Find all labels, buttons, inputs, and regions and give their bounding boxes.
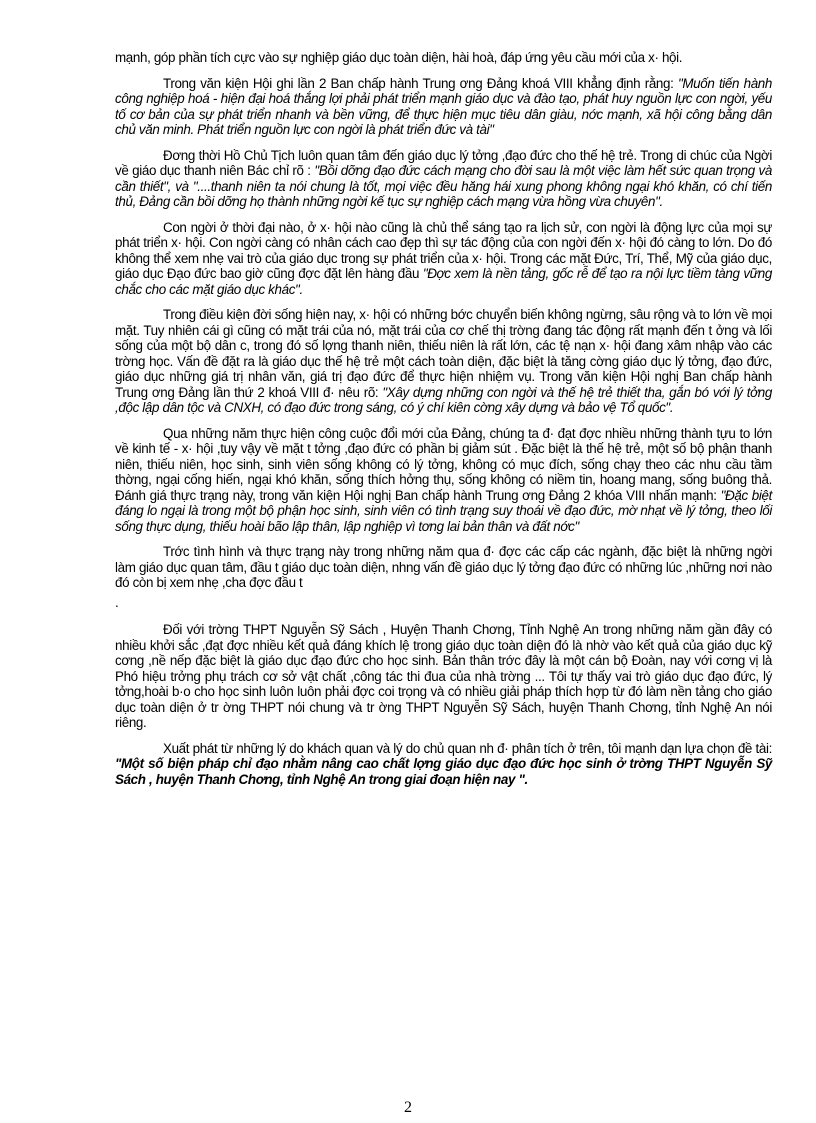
paragraph-4-text: Con ngời ở thời đại nào, ở x· hội nào cũng là chủ thể sáng tạo ra lịch sử, con ngời là động lực của mọi sự phát triển x· hội. Con ngời càng có nhân cách cao đẹp thì sự tác động của con ngời đến x· hội đó càng to lớn. Do đó không thể xem nhẹ vai trò của giáo dục trong sự phát triển của x· hội. Trong các mặt Đức, Trí, Thể, Mỹ của giáo dục, giáo dục Đạo đức bao giờ cũng đợc đặt lên hàng đầu <box>115 219 772 281</box>
paragraph-2 <box>115 76 772 138</box>
stray-period: . <box>115 594 119 610</box>
paragraph-7-text: Trớc tình hình và thực trạng này trong những năm qua đ· đợc các cấp các ngành, đặc biệt là những ngời làm giáo dục quan tâm, đầu t giáo dục toàn diện, nhng vấn đề giáo dục lý tởng đạo đức có những lúc ,những nơi nào đó còn bị xem nhẹ ,cha đợc đầu t <box>115 544 772 590</box>
paragraph-5 <box>115 307 772 416</box>
paragraph-3-quote: "Bồi dỡng đạo đức cách mạng cho đời sau là một việc làm hết sức quan trọng và cần thiết", và "....thanh niên ta nói chung là tốt, mọi việc đều hăng hái xung phong không ngại khó khăn, có chí tiến thủ, Đảng cần bồi dỡng họ thành những ngời kế tục sự nghiệp cách mạng vừa hồng vừa chuyên". <box>115 163 773 209</box>
page-number: 2 <box>404 1099 412 1116</box>
paragraph-1-text: mạnh, góp phần tích cực vào sự nghiệp giáo dục toàn diện, hài hoà, đáp ứng yêu cầu mới của x· hội. <box>115 50 683 65</box>
paragraph-4 <box>115 220 772 298</box>
paragraph-6-text: Qua những năm thực hiện công cuộc đổi mới của Đảng, chúng ta đ· đạt đợc nhiều những thành tựu to lớn về kinh tế - x· hội ,tuy vậy về mặt t tởng ,đạo đức có phần bị giảm sút . Đặc biệt là thế hệ trẻ, một số bộ phận thanh niên, thiếu niên, học sinh, sinh viên sống không có lý tởng, không có mục đích, sống chạy theo các nhu cầu tầm thờng, ngại cống hiến, ngại khó khăn, sống thích hởng thụ, sống không có niềm tin, hoang mang, sống buông thả. Đánh giá thực trạng này, trong văn kiện Hội nghị Ban chấp hành Trung ơng Đảng 2 khóa VIII nhấn mạnh: <box>115 425 772 503</box>
paragraph-2-text: Trong văn kiện Hội ghi lần 2 Ban chấp hành Trung ơng Đảng khoá VIII khẳng định rằng: <box>163 75 678 91</box>
paragraph-4-quote: "Đợc xem là nền tảng, gốc rễ để tạo ra nội lực tiềm tàng vững chắc cho các mặt giáo dục khác". <box>115 266 773 297</box>
paragraph-2-quote: "Muốn tiến hành công nghiệp hoá - hiện đại hoá thắng lợi phải phát triển mạnh giáo dục và đào tạo, phát huy nguồn lực con ngời, yếu tố cơ bản của sự phát triển nhanh và bền vững, để thực hiện mục tiêu dân giàu, nớc mạnh, xã hội công bằng dân chủ văn minh. Phát triển nguồn lực con ngời là phát triển đức và tài" <box>115 75 772 137</box>
paragraph-5-quote: "Xây dựng những con ngời và thế hệ trẻ thiết tha, gắn bó với lý tởng ,độc lập dân tộc và CNXH, có đạo đức trong sáng, có ý chí kiên cờng xây dựng và bảo vệ Tổ quốc". <box>115 384 773 415</box>
paragraph-6-quote: "Đặc biệt đáng lo ngại là trong một bộ phận học sinh, sinh viên có tình trạng suy thoái về đạo đức, mờ nhạt về lý tởng, theo lối sống thực dụng, thiếu hoài bão lập thân, lập nghiệp vì tơng lai bản thân và đất nớc" <box>115 487 772 534</box>
paragraph-7 <box>115 544 772 591</box>
paragraph-3-text: Đơng thời Hồ Chủ Tịch luôn quan tâm đến giáo dục lý tởng ,đạo đức cho thế hệ trẻ. Trong di chúc của Ngời về giáo dục thanh niên Bác chỉ rõ : <box>115 147 772 178</box>
paragraph-1 <box>115 50 772 66</box>
paragraph-9-text: Xuất phát từ những lý do khách quan và lý do chủ quan nh đ· phân tích ở trên, tôi mạnh dạn lựa chọn đề tài: <box>163 740 772 756</box>
body-text <box>115 50 772 797</box>
paragraph-5-text: Trong điều kiện đời sống hiện nay, x· hội có những bớc chuyển biến không ngừng, sâu rộng và to lớn về mọi mặt. Tuy nhiên cái gì cũng có mặt trái của nó, mặt trái của cơ chế thị trờng đang tác động rất mạnh đến t ởng và lối sống của một bộ dân c, trong đó số lợng thanh niên, thiếu niên là rất lớn, các tệ nạn x· hội đang xâm nhập vào các trờng học. Vấn đề đặt ra là giáo dục thế hệ trẻ một cách toàn diện, đặc biệt là tăng cờng giáo dục lý tởng, đạo đức, giáo dục những giá trị nhân văn, giá trị đạo đức để thực hiện nhiệm vụ. Trong văn kiện Hội nghị Ban chấp hành Trung ơng Đảng lần thứ 2 khoá VIII đ· nêu rõ: <box>115 307 772 400</box>
paragraph-9 <box>115 741 772 788</box>
paragraph-3 <box>115 148 772 210</box>
paragraph-8-text: Đối với trờng THPT Nguyễn Sỹ Sách , Huyện Thanh Chơng, Tỉnh Nghệ An trong những năm gần đây có nhiều khởi sắc ,đạt đợc nhiều kết quả đáng khích lệ trong giáo dục toàn diện đó là nhờ vào kết quả của giáo dục kỹ cơng ,nề nếp đặc biệt là giáo dục đạo đức cho học sinh. Bản thân trớc đây là một cán bộ Đoàn, nay với cơng vị là Phó hiệu trởng phụ trách cơ sở vật chất ,công tác thi đua của nhà trờng ... Tôi tự thấy vai trò giáo dục đạo đức, lý tởng,hoài b·o cho học sinh luôn luôn phải đợc coi trọng và có nhiều giải pháp thích hợp từ đó làm nền tảng cho giáo dục toàn diện ở tr ờng THPT nói chung và tr ờng THPT Nguyễn Sỹ Sách, huyện Thanh Chơng, tỉnh Nghệ An nói riêng. <box>115 622 772 730</box>
paragraph-6 <box>115 426 772 535</box>
thesis-title: "Một số biện pháp chỉ đạo nhằm nâng cao chất lợng giáo dục đạo đức học sinh ở trờng THPT Nguyễn Sỹ Sách , huyện Thanh Chơng, tỉnh Nghệ An trong giai đoạn hiện nay ". <box>115 756 772 787</box>
paragraph-8 <box>115 622 772 731</box>
